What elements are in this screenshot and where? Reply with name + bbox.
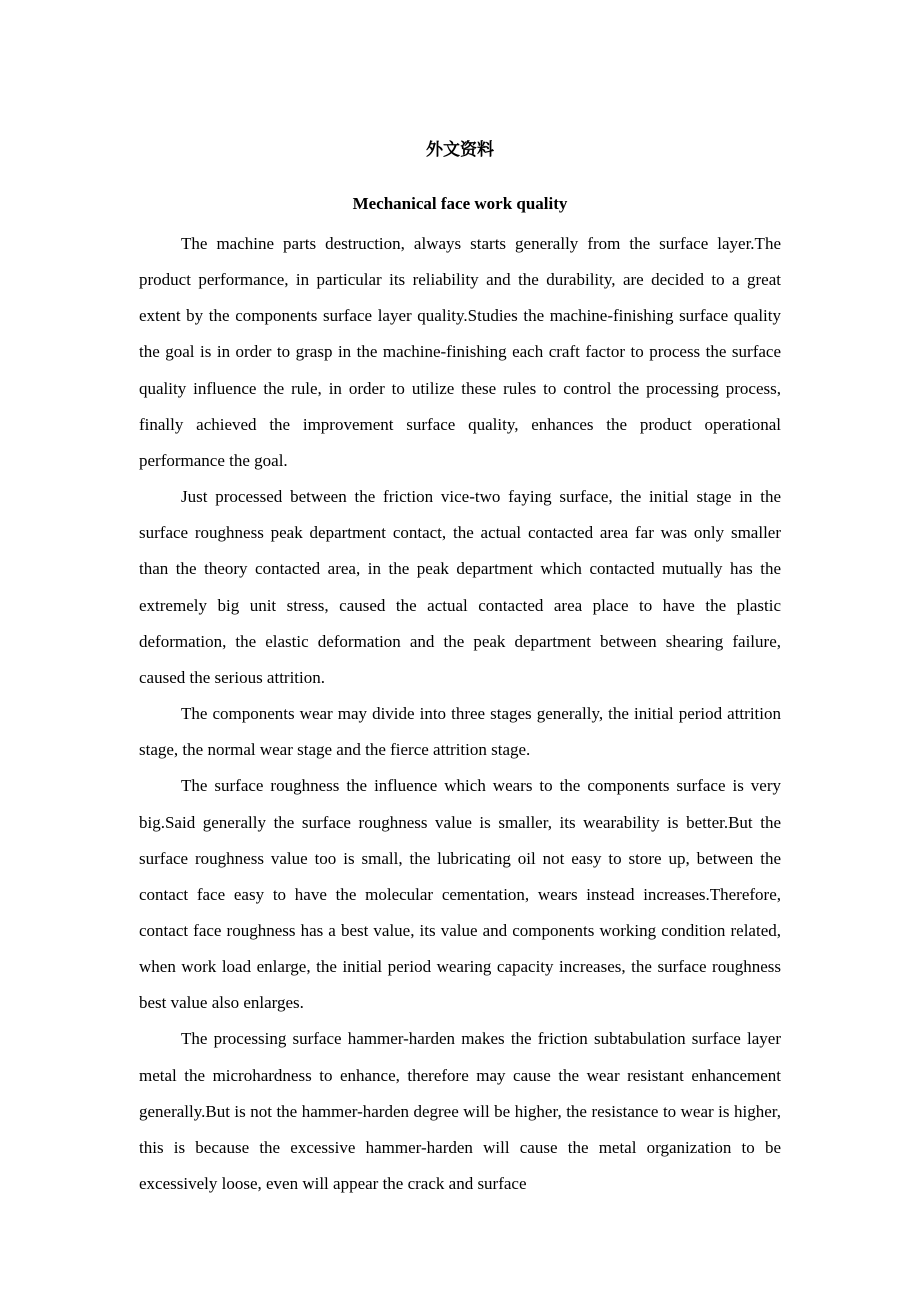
paragraph-1: The machine parts destruction, always starts generally from the surface layer.The product performance, in particular its reliability and the durability, are decided to a great extent by the components surface layer quality.Studies the machine-finishing surface quality the goal is in order to grasp in the machine-finishing each craft factor to process the surface quality influence the rule, in order to utilize these rules to control the processing process, finally achieved the improvement surface quality, enhances the product operational performance the goal. bbox=[139, 234, 781, 470]
paragraph-4: The surface roughness the influence which wears to the components surface is very big.Said generally the surface roughness value is smaller, its wearability is better.But the surface roughness value too is small, the lubricating oil not easy to store up, between the contact face easy to have the molecular cementation, wears instead increases.Therefore, contact face roughness has a best value, its value and components working condition related, when work load enlarge, the initial period wearing capacity increases, the surface roughness best value also enlarges. bbox=[139, 776, 781, 1013]
document-title: Mechanical face work quality bbox=[352, 194, 568, 213]
paragraph-5: The processing surface hammer-harden makes the friction subtabulation surface layer metal the microhardness to enhance, therefore may cause the wear resistant enhancement generally.But is not the hammer-harden degree will be higher, the resistance to wear is higher, this is because the excessive hammer-harden will cause the metal organization to be excessively loose, even will appear the crack and surface bbox=[139, 1029, 781, 1194]
chinese-heading: 外文资料 bbox=[426, 140, 494, 160]
body-text bbox=[139, 226, 781, 1202]
paragraph-3: The components wear may divide into three stages generally, the initial period attrition stage, the normal wear stage and the fierce attrition stage. bbox=[139, 704, 781, 760]
paragraph-2: Just processed between the friction vice-two faying surface, the initial stage in the surface roughness peak department contact, the actual contacted area far was only smaller than the theory contacted area, in the peak department which contacted mutually has the extremely big unit stress, caused the actual contacted area place to have the plastic deformation, the elastic deformation and the peak department between shearing failure, caused the serious attrition. bbox=[139, 487, 781, 687]
